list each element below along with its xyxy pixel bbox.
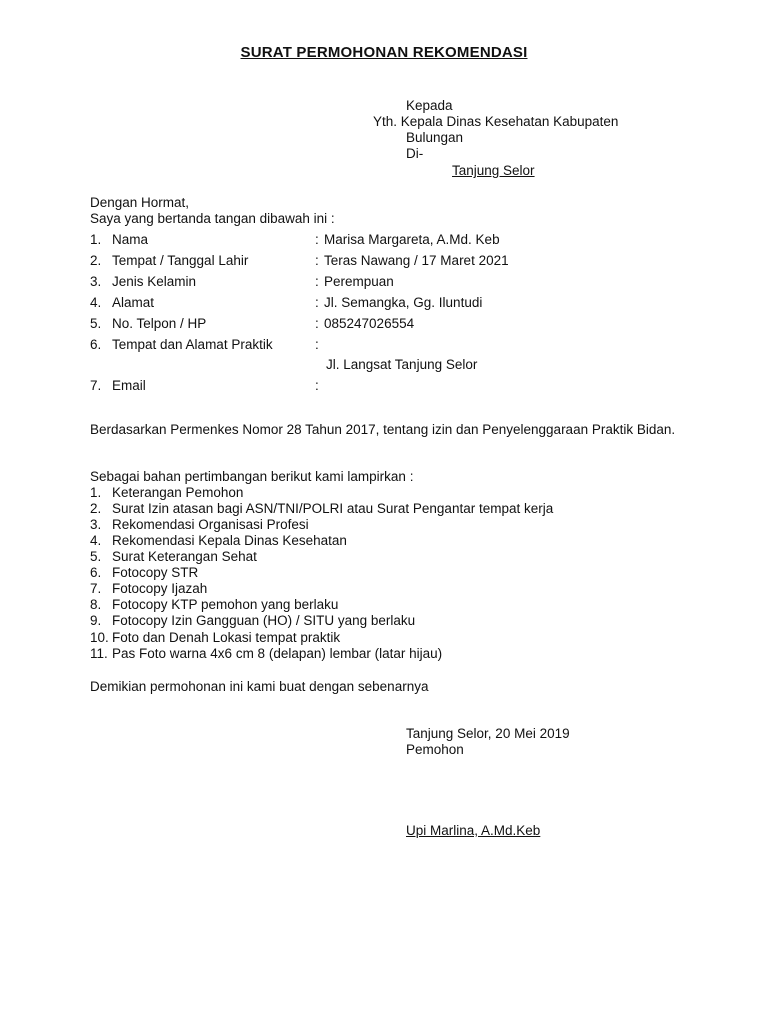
- intro-text: Saya yang bertanda tangan dibawah ini :: [90, 211, 335, 226]
- attachment-text: Surat Izin atasan bagi ASN/TNI/POLRI atau Surat Pengantar tempat kerja: [112, 501, 554, 516]
- field-number: 1.: [90, 232, 102, 247]
- attachment-text: Rekomendasi Kepala Dinas Kesehatan: [112, 533, 347, 548]
- attachment-number: 11.: [90, 646, 108, 661]
- attachment-text: Rekomendasi Organisasi Profesi: [112, 517, 309, 532]
- field-value: Teras Nawang / 17 Maret 2021: [324, 253, 509, 268]
- recipient-yth: Yth. Kepala Dinas Kesehatan Kabupaten: [373, 114, 619, 129]
- attachment-number: 10.: [90, 630, 109, 645]
- field-colon: :: [315, 316, 319, 331]
- recipient-regency: Bulungan: [406, 130, 464, 145]
- attachment-text: Fotocopy STR: [112, 565, 199, 580]
- field-colon: :: [315, 337, 319, 352]
- field-label: Jenis Kelamin: [112, 274, 197, 289]
- attachment-number: 7.: [90, 581, 102, 596]
- field-colon: :: [315, 274, 319, 289]
- basis-paragraph: Berdasarkan Permenkes Nomor 28 Tahun 2017, tentang izin dan Penyelenggaraan Praktik Bidan.: [90, 422, 676, 437]
- attachment-number: 6.: [90, 565, 102, 580]
- greeting: Dengan Hormat,: [90, 195, 190, 210]
- closing-text: Demikian permohonan ini kami buat dengan sebenarnya: [90, 679, 429, 694]
- field-value: Marisa Margareta, A.Md. Keb: [324, 232, 500, 247]
- attachment-text: Foto dan Denah Lokasi tempat praktik: [112, 630, 341, 645]
- field-number: 6.: [90, 337, 102, 352]
- field-number: 3.: [90, 274, 102, 289]
- field-number: 5.: [90, 316, 102, 331]
- attachment-number: 3.: [90, 517, 102, 532]
- place-date: Tanjung Selor, 20 Mei 2019: [406, 726, 570, 741]
- field-colon: :: [315, 232, 319, 247]
- attachment-number: 4.: [90, 533, 102, 548]
- field-colon: :: [315, 378, 319, 393]
- field-label: Alamat: [112, 295, 155, 310]
- field-number: 2.: [90, 253, 102, 268]
- attachment-text: Fotocopy KTP pemohon yang berlaku: [112, 597, 339, 612]
- field-number: 4.: [90, 295, 102, 310]
- recipient-di: Di-: [406, 146, 424, 161]
- field-colon: :: [315, 295, 319, 310]
- field-label: No. Telpon / HP: [112, 316, 207, 331]
- field-label: Tempat dan Alamat Praktik: [112, 337, 273, 352]
- attachment-text: Pas Foto warna 4x6 cm 8 (delapan) lembar (latar hijau): [112, 646, 443, 661]
- field-value: Jl. Semangka, Gg. Iluntudi: [324, 295, 483, 310]
- attachment-text: Surat Keterangan Sehat: [112, 549, 257, 564]
- recipient-city: Tanjung Selor: [452, 163, 535, 178]
- field-colon: :: [315, 253, 319, 268]
- attachment-text: Fotocopy Izin Gangguan (HO) / SITU yang berlaku: [112, 613, 416, 628]
- attachment-number: 8.: [90, 597, 102, 612]
- signatory-name: Upi Marlina, A.Md.Keb: [406, 823, 541, 838]
- field-value: 085247026554: [324, 316, 415, 331]
- field-label: Nama: [112, 232, 149, 247]
- attachment-text: Fotocopy Ijazah: [112, 581, 208, 596]
- field-value: Perempuan: [324, 274, 394, 289]
- field-number: 7.: [90, 378, 102, 393]
- recipient-kepada: Kepada: [406, 98, 453, 113]
- attachments-intro: Sebagai bahan pertimbangan berikut kami lampirkan :: [90, 469, 414, 484]
- attachment-text: Keterangan Pemohon: [112, 485, 244, 500]
- attachment-number: 5.: [90, 549, 102, 564]
- letter-title: SURAT PERMOHONAN REKOMENDASI: [240, 44, 528, 61]
- applicant-label: Pemohon: [406, 742, 464, 757]
- attachment-number: 1.: [90, 485, 102, 500]
- attachment-number: 2.: [90, 501, 102, 516]
- field-label: Email: [112, 378, 146, 393]
- field-label: Tempat / Tanggal Lahir: [112, 253, 249, 268]
- attachment-number: 9.: [90, 613, 102, 628]
- practice-address: Jl. Langsat Tanjung Selor: [326, 357, 478, 372]
